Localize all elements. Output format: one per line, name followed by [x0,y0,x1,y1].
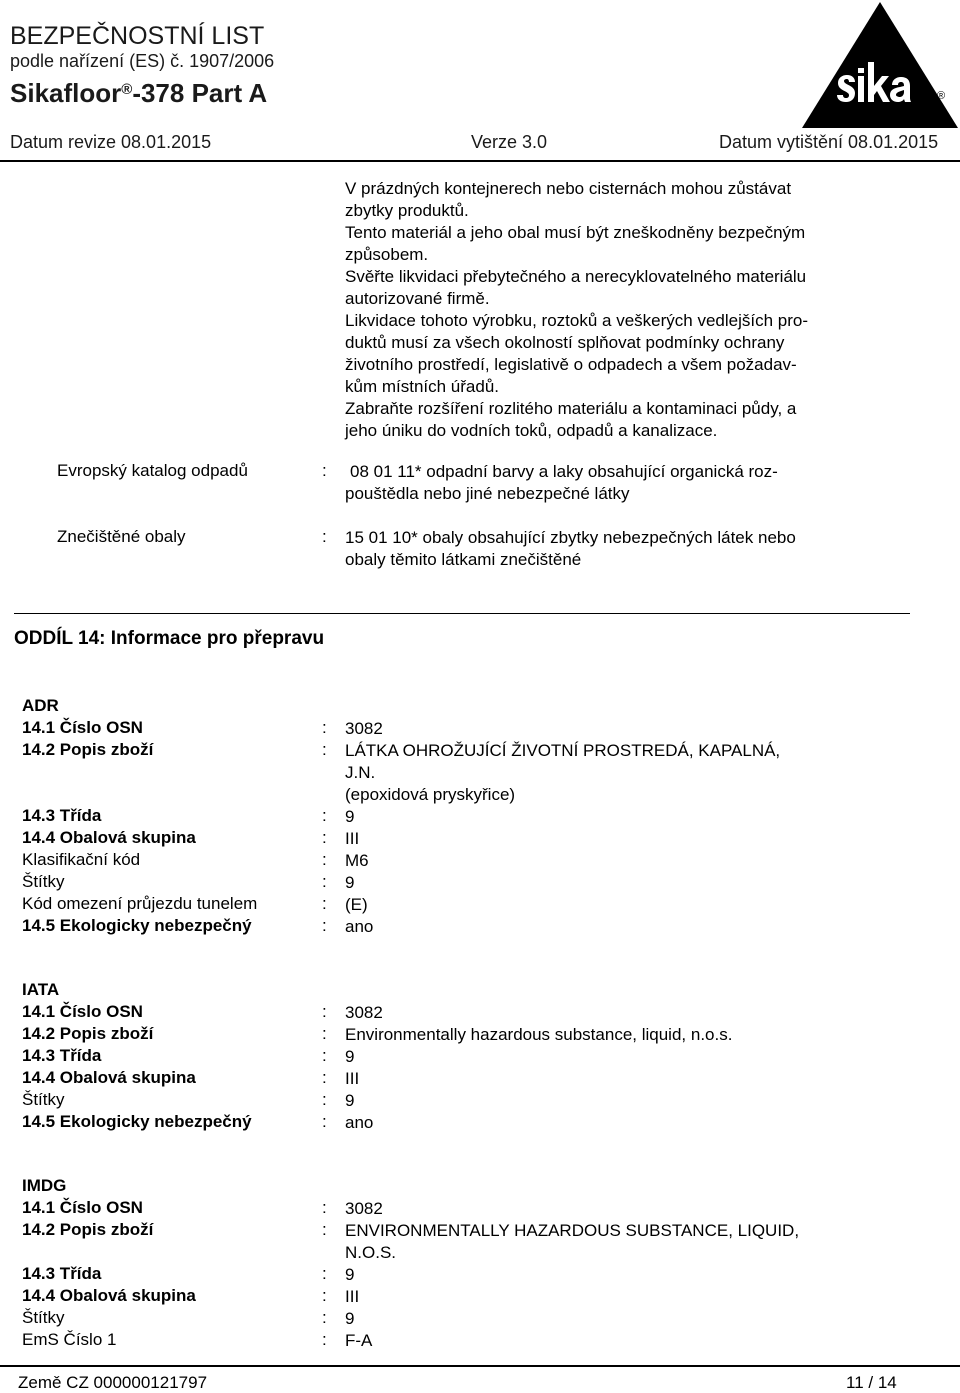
adr-desc-value: LÁTKA OHROŽUJÍCÍ ŽIVOTNÍ PROSTREDÁ, KAPALNÁ, [345,741,781,760]
imdg-heading: IMDG [22,1176,67,1195]
imdg-labels-label: Štítky [22,1308,65,1327]
imdg-packing-group-value: III [345,1287,360,1306]
disposal-instructions [345,178,905,442]
colon: : [322,527,327,546]
contaminated-packaging-value-cont: obaly těmito látkami znečištěné [345,550,582,569]
adr-labels-value: 9 [345,873,355,892]
colon: : [322,1286,327,1305]
adr-labels-label: Štítky [22,872,65,891]
document-title: BEZPEČNOSTNÍ LIST [10,22,265,50]
adr-packing-group-label: 14.4 Obalová skupina [22,828,196,847]
iata-un-value: 3082 [345,1003,383,1022]
adr-packing-group-value: III [345,829,360,848]
iata-packing-group-label: 14.4 Obalová skupina [22,1068,196,1087]
adr-desc-value-cont: (epoxidová pryskyřice) [345,785,516,804]
iata-un-label: 14.1 Číslo OSN [22,1002,143,1021]
product-name [10,78,267,109]
adr-env-hazard-value: ano [345,917,374,936]
adr-desc-label: 14.2 Popis zboží [22,740,154,759]
colon: : [322,1308,327,1327]
iata-desc-label: 14.2 Popis zboží [22,1024,154,1043]
logo-registered-mark: ® [937,90,946,102]
iata-labels-label: Štítky [22,1090,65,1109]
version: Verze 3.0 [471,132,548,152]
colon: : [322,894,327,913]
iata-labels-value: 9 [345,1091,355,1110]
colon: : [322,1068,327,1087]
regulation-reference: podle nařízení (ES) č. 1907/2006 [10,51,275,71]
imdg-desc-value: ENVIRONMENTALLY HAZARDOUS SUBSTANCE, LIQUID, [345,1221,800,1240]
adr-un-label: 14.1 Číslo OSN [22,718,143,737]
waste-catalog-label: Evropský katalog odpadů [57,461,248,480]
adr-tunnel-code-value: (E) [345,895,368,914]
sika-logo-icon [800,0,960,132]
imdg-class-label: 14.3 Třída [22,1264,102,1283]
iata-packing-group-value: III [345,1069,360,1088]
colon: : [322,1002,327,1021]
colon: : [322,806,327,825]
colon: : [322,1046,327,1065]
disposal-line: zbytky produktů. [345,201,469,220]
adr-heading: ADR [22,696,59,715]
imdg-class-value: 9 [345,1265,355,1284]
adr-un-value: 3082 [345,719,383,738]
disposal-line: V prázdných kontejnerech nebo cisternách mohou zůstávat [345,179,792,198]
colon: : [322,1024,327,1043]
imdg-desc-label: 14.2 Popis zboží [22,1220,154,1239]
adr-desc-value-cont: J.N. [345,763,376,782]
iata-env-hazard-value: ano [345,1113,374,1132]
colon: : [322,872,327,891]
disposal-line: autorizované firmě. [345,289,490,308]
iata-env-hazard-label: 14.5 Ekologicky nebezpečný [22,1112,252,1131]
imdg-packing-group-label: 14.4 Obalová skupina [22,1286,196,1305]
header-divider [0,160,960,162]
adr-classification-code-value: M6 [345,851,369,870]
iata-desc-value: Environmentally hazardous substance, liquid, n.o.s. [345,1025,733,1044]
footer-document-id: Země CZ 000000121797 [18,1373,208,1392]
colon: : [322,1220,327,1239]
adr-classification-code-label: Klasifikační kód [22,850,141,869]
disposal-line: Likvidace tohoto výrobku, roztoků a veškerých vedlejších pro- [345,311,809,330]
contaminated-packaging-value: 15 01 10* obaly obsahující zbytky nebezpečných látek nebo [345,528,796,547]
imdg-un-value: 3082 [345,1199,383,1218]
disposal-line: způsobem. [345,245,429,264]
contaminated-packaging-label: Znečištěné obaly [57,527,186,546]
adr-class-value: 9 [345,807,355,826]
disposal-line: Tento materiál a jeho obal musí být zneškodněny bezpečným [345,223,806,242]
adr-env-hazard-label: 14.5 Ekologicky nebezpečný [22,916,252,935]
iata-class-label: 14.3 Třída [22,1046,102,1065]
imdg-ems-value: F-A [345,1331,373,1350]
imdg-ems-label: EmS Číslo 1 [22,1330,117,1349]
footer-page-number: 11 / 14 [846,1373,897,1392]
imdg-desc-value-cont: N.O.S. [345,1243,397,1262]
colon: : [322,461,327,480]
colon: : [322,1330,327,1349]
colon: : [322,916,327,935]
adr-class-label: 14.3 Třída [22,806,102,825]
footer-divider [0,1365,960,1367]
colon: : [322,850,327,869]
colon: : [322,828,327,847]
waste-catalog-value-cont: pouštědla nebo jiné nebezpečné látky [345,484,630,503]
colon: : [322,1198,327,1217]
adr-tunnel-code-label: Kód omezení průjezdu tunelem [22,894,258,913]
disposal-line: duktů musí za všech okolností splňovat podmínky ochrany [345,333,785,352]
waste-catalog-value: 08 01 11* odpadní barvy a laky obsahující organická roz- [350,462,778,481]
iata-class-value: 9 [345,1047,355,1066]
colon: : [322,718,327,737]
product-name-suffix: -378 Part A [132,78,268,108]
section-14-title: ODDÍL 14: Informace pro přepravu [14,628,325,649]
disposal-line: jeho úniku do vodních toků, odpadů a kanalizace. [345,421,718,440]
colon: : [322,1090,327,1109]
disposal-line: kům místních úřadů. [345,377,500,396]
imdg-un-label: 14.1 Číslo OSN [22,1198,143,1217]
registered-mark: ® [121,81,133,98]
print-date: Datum vytištění 08.01.2015 [719,132,939,152]
revision-date: Datum revize 08.01.2015 [10,132,212,152]
colon: : [322,1112,327,1131]
disposal-line: Svěřte likvidaci přebytečného a nerecyklovatelného materiálu [345,267,807,286]
product-name-text: Sikafloor [10,78,122,108]
section-divider [14,613,910,614]
iata-heading: IATA [22,980,60,999]
disposal-line: Zabraňte rozšíření rozlitého materiálu a kontaminaci půdy, a [345,399,797,418]
colon: : [322,740,327,759]
disposal-line: životního prostředí, legislativě o odpadech a všem požadav- [345,355,797,374]
imdg-labels-value: 9 [345,1309,355,1328]
colon: : [322,1264,327,1283]
